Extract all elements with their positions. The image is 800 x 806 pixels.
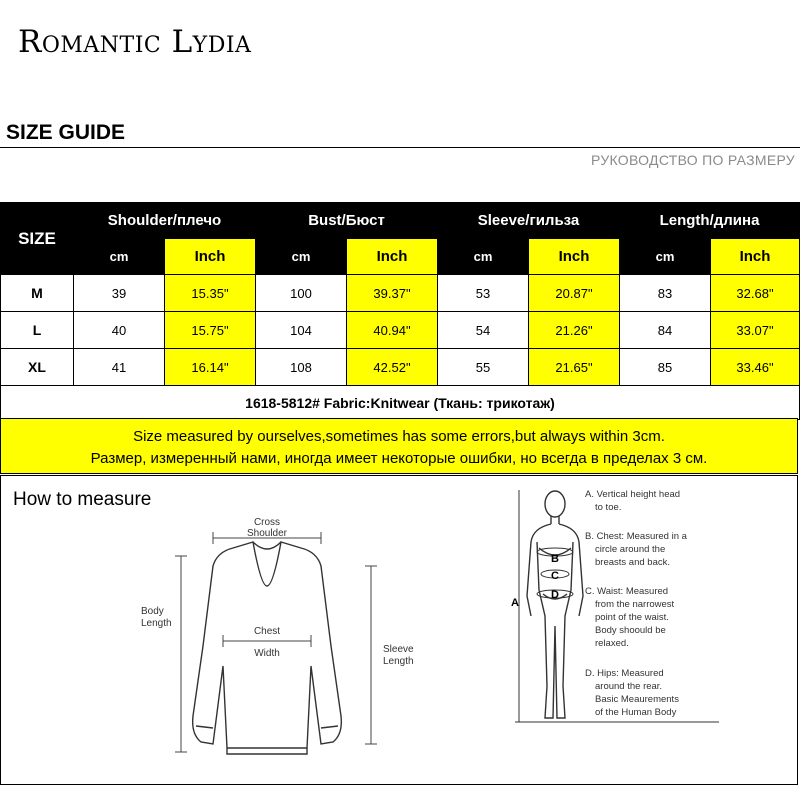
table-cell: 33.46" [711,349,800,386]
shoulder-label: Shoulder [246,528,288,539]
unit-inch-header: Inch [529,239,620,275]
how-to-measure-panel [0,475,798,785]
legend-d-2: around the rear. [595,681,663,692]
table-cell: 83 [620,275,711,312]
legend-a-1: A. Vertical height head [585,489,681,500]
cross-label: Cross [253,517,281,528]
legend-c-4: Body shoould be [595,625,666,636]
size-chart-table [0,202,800,420]
legend-b-1: B. Chest: Measured in a [585,531,687,542]
legend-c-5: relaxed. [595,638,629,649]
table-cell: 100 [256,275,347,312]
legend-b-3: breasts and back. [595,557,670,568]
brand-logo: Romantic Lydia [18,24,252,60]
length-header: Length/длина [620,203,800,239]
table-cell: 15.35" [165,275,256,312]
unit-cm-header: cm [438,239,529,275]
legend-c-1: C. Waist: Measured [585,586,669,597]
note-russian: Размер, измеренный нами, иногда имеет некоторые ошибки, но всегда в пределах 3 см. [90,450,708,467]
bust-header: Bust/Бюст [256,203,438,239]
note-english: Size measured by ourselves,sometimes has some errors,but always within 3cm. [133,428,665,445]
sleeve-header: Sleeve/гильза [438,203,620,239]
label-c: C [551,570,559,582]
table-cell: 21.26" [529,312,620,349]
unit-inch-header: Inch [711,239,800,275]
table-cell: 16.14" [165,349,256,386]
size-cell: XL [1,349,74,386]
table-cell: 54 [438,312,529,349]
table-cell: 53 [438,275,529,312]
table-cell: 84 [620,312,711,349]
legend-c-3: point of the waist. [595,612,669,623]
table-cell: 21.65" [529,349,620,386]
table-cell: 39 [74,275,165,312]
body-length-label: Length [141,618,172,629]
table-cell: 32.68" [711,275,800,312]
unit-inch-header: Inch [347,239,438,275]
body-label: Body [141,606,164,617]
table-cell: 39.37" [347,275,438,312]
size-cell: M [1,275,74,312]
measurement-note [0,418,798,474]
unit-cm-header: cm [256,239,347,275]
table-row [1,275,800,312]
shoulder-header: Shoulder/плечо [74,203,256,239]
table-row [1,349,800,386]
label-a: A [511,597,519,609]
table-cell: 41 [74,349,165,386]
legend-d-1: D. Hips: Measured [585,668,664,679]
unit-inch-header: Inch [165,239,256,275]
unit-cm-header: cm [620,239,711,275]
sleeve-label: Sleeve [383,644,414,655]
label-b: B [551,553,559,565]
table-cell: 108 [256,349,347,386]
size-guide-title: SIZE GUIDE [6,121,126,144]
table-cell: 20.87" [529,275,620,312]
table-cell: 40 [74,312,165,349]
size-header: SIZE [1,203,74,275]
legend-d-3: Basic Meaurements [595,694,679,705]
legend-d-4: of the Human Body [595,707,677,718]
table-cell: 42.52" [347,349,438,386]
size-guide-subtitle: РУКОВОДСТВО ПО РАЗМЕРУ [590,152,795,168]
width-label: Width [254,648,280,659]
table-cell: 33.07" [711,312,800,349]
table-cell: 55 [438,349,529,386]
legend-c-2: from the narrowest [595,599,675,610]
chest-label: Chest [253,626,281,637]
size-cell: L [1,312,74,349]
label-d: D [551,589,559,601]
legend-a-2: to toe. [595,502,622,513]
table-cell: 104 [256,312,347,349]
title-divider [0,147,800,148]
table-cell: 85 [620,349,711,386]
body-figure-diagram [509,486,729,731]
table-cell: 40.94" [347,312,438,349]
product-info: 1618-5812# Fabric:Knitwear (Ткань: трикотаж) [1,386,800,420]
table-row [1,312,800,349]
how-to-measure-title: How to measure [13,489,152,510]
sweater-diagram [121,516,451,806]
legend-b-2: circle around the [595,544,666,555]
unit-cm-header: cm [74,239,165,275]
table-cell: 15.75" [165,312,256,349]
sleeve-length-label: Length [383,656,414,667]
